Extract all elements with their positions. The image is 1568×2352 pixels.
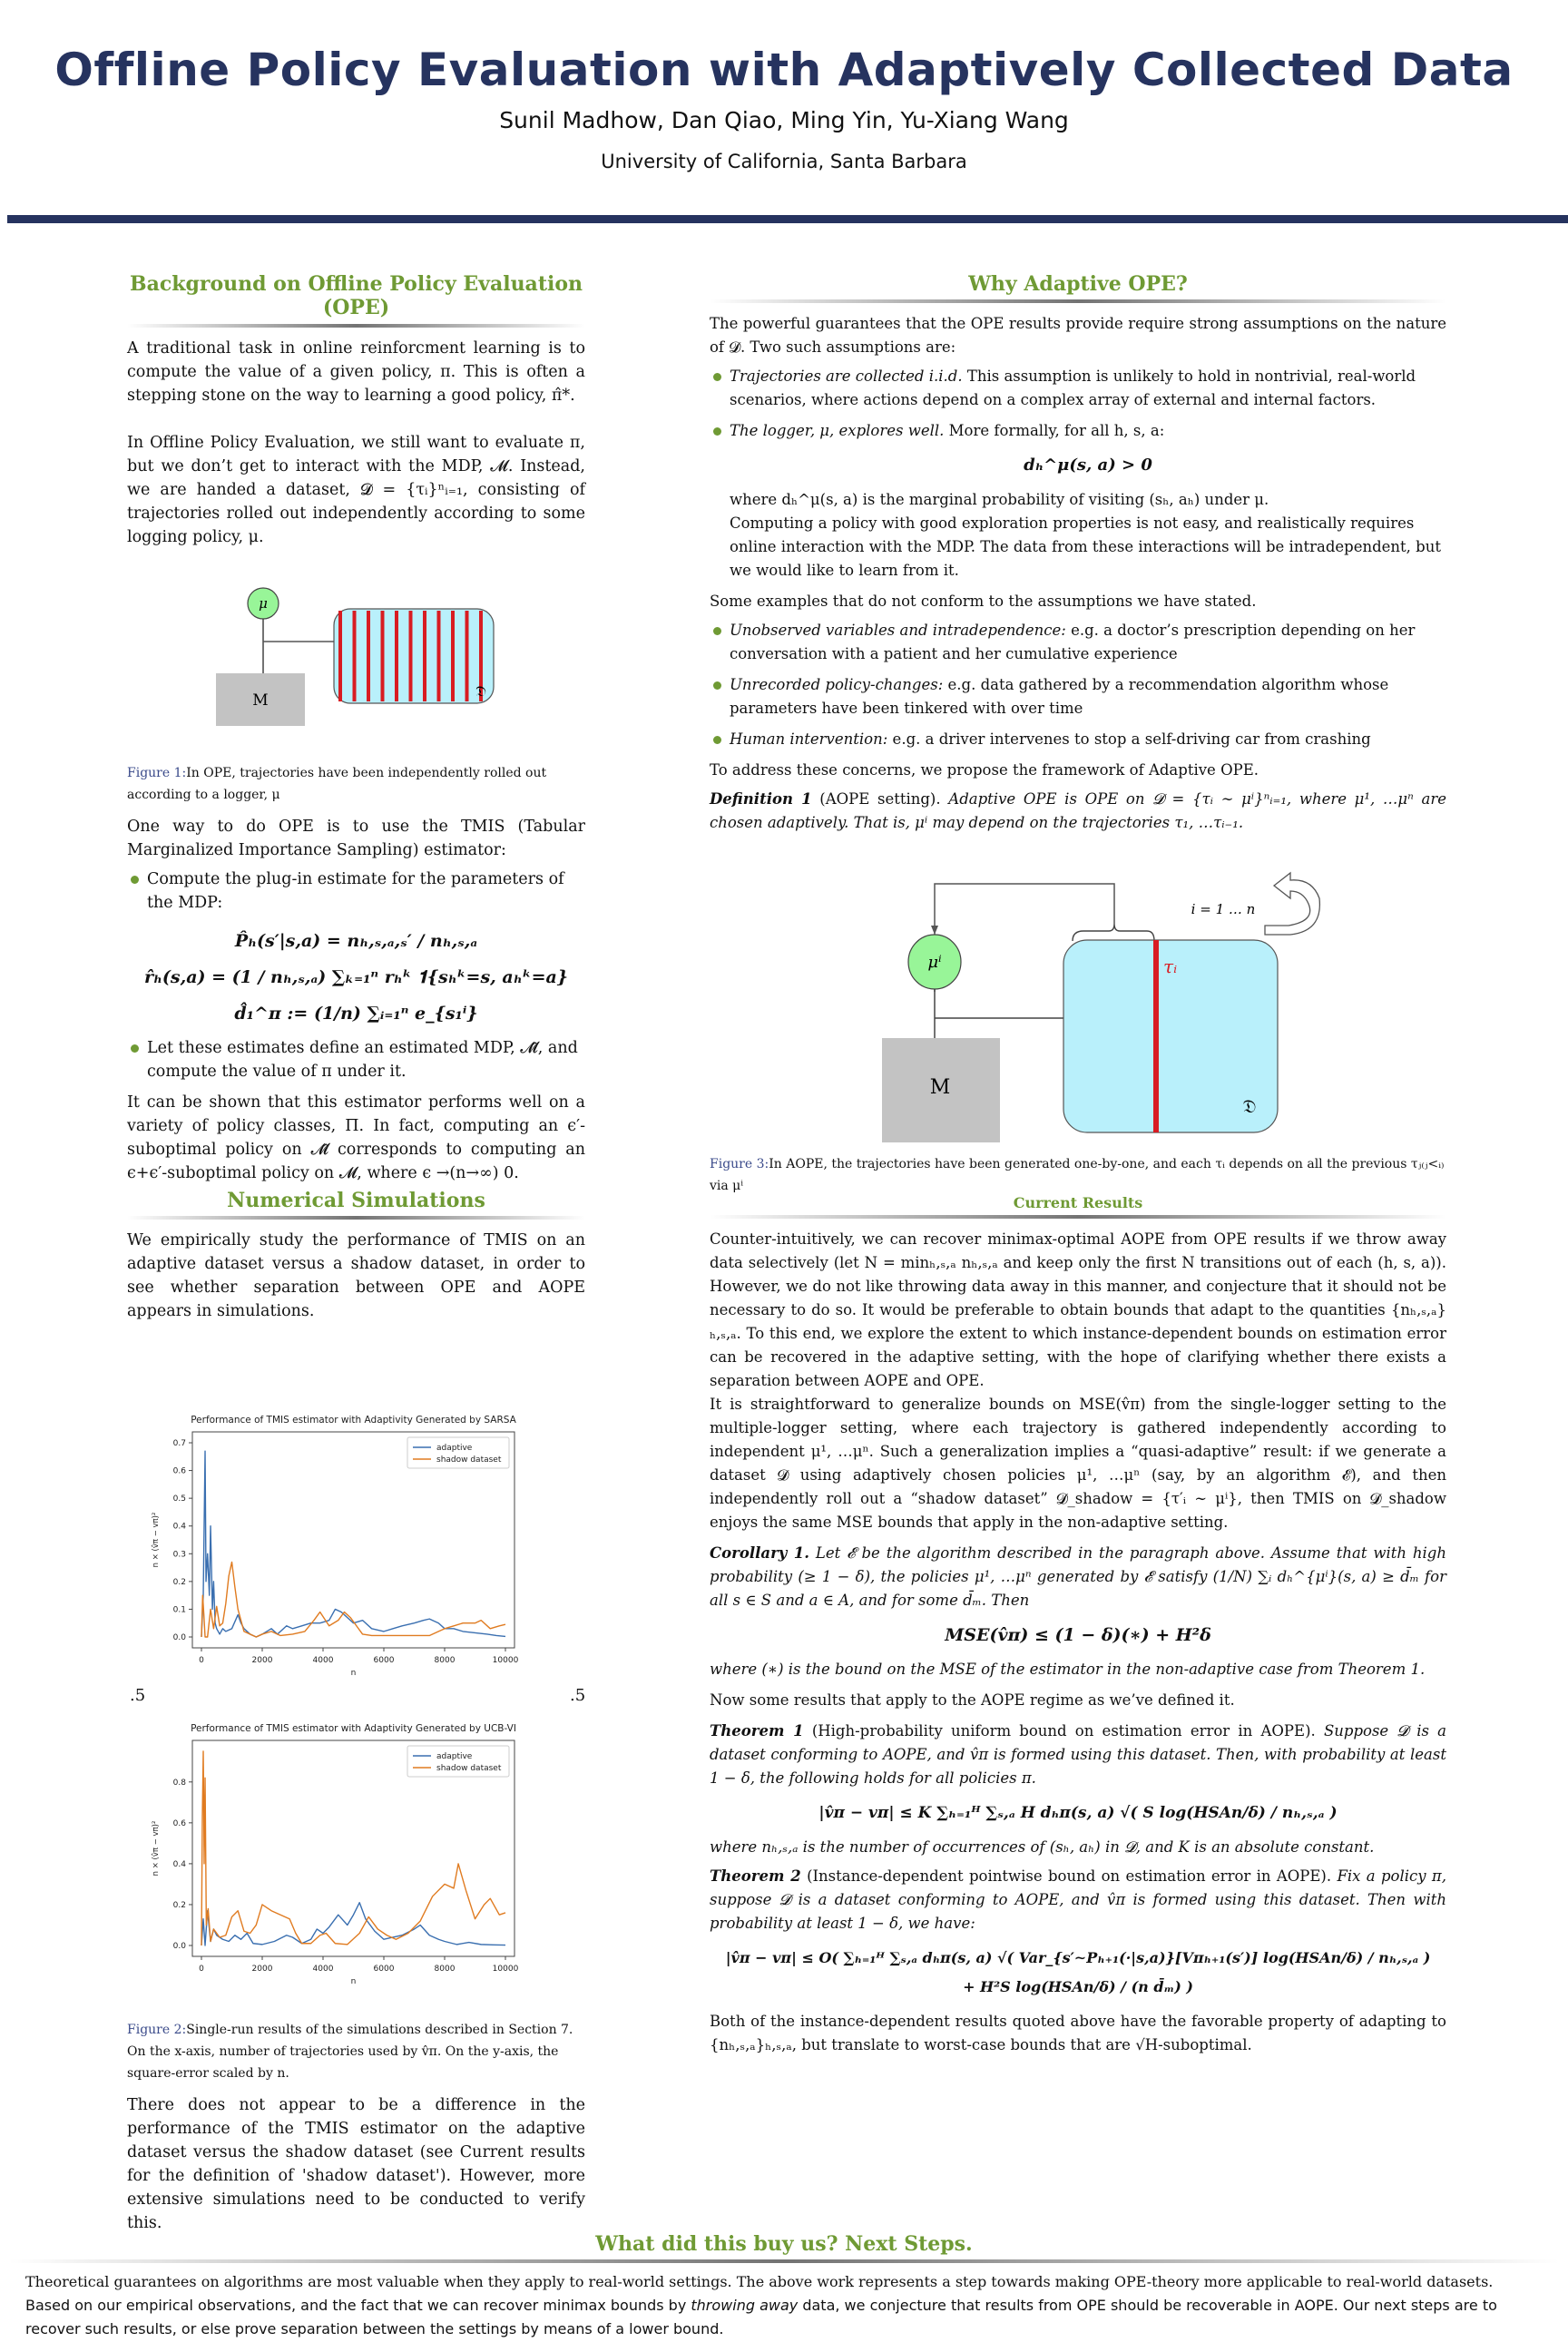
section-title-results: Current Results: [1013, 1194, 1143, 1211]
x-tick-label: 10000: [492, 1656, 519, 1665]
chart-title: Performance of TMIS estimator with Adaptivity Generated by UCB-VI: [191, 1723, 516, 1734]
x-tick-label: 6000: [373, 1656, 395, 1665]
figure-1-svg: [127, 585, 585, 753]
poster-title: Offline Policy Evaluation with Adaptively Collected Data: [54, 44, 1514, 96]
figure-1-caption: Figure 1:In OPE, trajectories have been independently rolled out according to a logger, μ: [127, 765, 547, 802]
equation-theorem-1: |v̂π − vπ| ≤ K ∑ₕ₌₁ᴴ ∑ₛ,ₐ H dₕπ(s, a) √( S log(HSAn/δ) / nₕ,ₛ,ₐ ): [818, 1804, 1338, 1823]
y-tick-label: 0.4: [172, 1522, 186, 1532]
equation-reward-estimate: r̂ₕ(s,a) = (1 / nₕ,ₛ,ₐ) ∑ₖ₌₁ⁿ rₕᵏ 𝟏{sₕᵏ=s, aₕᵏ=a}: [143, 966, 569, 987]
figure-1-ope-diagram: [127, 585, 585, 753]
why-paragraph-3: To address these concerns, we propose the framework of Adaptive OPE.: [710, 761, 1259, 779]
background-paragraph-3: One way to do OPE is to use the TMIS (Tabular Marginalized Importance Sampling) estimator:: [127, 817, 585, 859]
list-item: Compute the plug-in estimate for the parameters of the MDP:: [127, 867, 585, 915]
next-steps-section: [0, 2232, 1568, 2341]
definition-1: Definition 1 (AOPE setting). Adaptive OPE is OPE on 𝓓 = {τᵢ ∼ μⁱ}ⁿᵢ₌₁, where μ¹, …μⁿ are chosen adaptively. That is, μⁱ may depend on the trajectories τ₁, …τᵢ₋₁.: [710, 790, 1446, 832]
authors: Sunil Madhow, Dan Qiao, Ming Yin, Yu-Xiang Wang: [499, 107, 1069, 133]
loop-arrow-icon: [1265, 873, 1319, 935]
bullet-icon: [713, 427, 721, 436]
chart-ucbvi-svg: [127, 1715, 585, 2014]
x-axis-label: n: [350, 1669, 357, 1678]
results-paragraph-1: Counter-intuitively, we can recover minimax-optimal AOPE from OPE results if we throw away data selectively (let N = minₕ,ₛ,ₐ nₕ,ₛ,ₐ and keep only the first N transitions out of each (h, s, a)). However, we do not like throwing data away in this manner, and conjecture that it should not be necessary to do so. It would be preferable to obtain bounds that adapt to the quantities {nₕ,ₛ,ₐ}ₕ,ₛ,ₐ. To this end, we explore the extent to which instance-dependent bounds on estimation error can be recovered in the adaptive setting, with the hope of clarifying whether there exists a separation between AOPE and OPE.: [710, 1230, 1446, 1390]
dataset-label: 𝔇: [1242, 1095, 1257, 1118]
next-steps-paragraph-2: Based on our empirical observations, and the fact that we can recover minimax bounds by throwing away data, we conjecture that results from OPE should be recoverable in AOPE. Our next steps are to recover such results, or else prove separation between the settings by means of a lower bound.: [25, 2297, 1497, 2338]
equation-transition-estimate: P̂ₕ(s′|s,a) = nₕ,ₛ,ₐ,ₛ′ / nₕ,ₛ,ₐ: [234, 930, 478, 951]
theorem-1-after: where nₕ,ₛ,ₐ is the number of occurrences of (sₕ, aₕ) in 𝓓, and K is an absolute constant.: [710, 1838, 1375, 1857]
list-item: Trajectories are collected i.i.d. This assumption is unlikely to hold in nontrivial, real-world scenarios, where actions depend on a complex array of external and internal factors.: [710, 365, 1446, 412]
mu-label: μ: [259, 594, 268, 612]
y-tick-label: 0.2: [172, 1900, 186, 1910]
section-divider: [710, 1215, 1446, 1219]
equation-theorem-2-line-2: + H²S log(HSAn/δ) / (n d̄ₘ) ): [963, 1978, 1193, 1996]
list-item: Unrecorded policy-changes: e.g. data gathered by a recommendation algorithm whose parameters have been tinkered with over time: [710, 673, 1446, 720]
next-steps-paragraph-1: Theoretical guarantees on algorithms are most valuable when they apply to real-world settings. The above work represents a step towards making OPE-theory more applicable to real-world datasets.: [25, 2273, 1494, 2291]
x-tick-label: 8000: [434, 1965, 456, 1974]
section-divider: [127, 324, 585, 328]
why-section: [710, 272, 1446, 1197]
y-axis-label: n × (v̂π − vπ)²: [152, 1512, 161, 1568]
x-axis-label: n: [350, 1977, 357, 1986]
simulations-paragraph-2: There does not appear to be a difference in the performance of the TMIS estimator on the adaptive dataset versus the shadow dataset (see Current results for the definition of 'shadow dataset'). However, more extensive simulations need to be conducted to verify this.: [127, 2096, 585, 2232]
mu-i-label: μⁱ: [927, 953, 942, 973]
figure-3-caption: Figure 3:In AOPE, the trajectories have been generated one-by-one, and each τᵢ depends on all the previous τⱼ₍ⱼ<ᵢ₎ via μⁱ: [710, 1157, 1445, 1194]
y-tick-label: 0.1: [172, 1605, 186, 1615]
x-tick-label: 0: [199, 1656, 204, 1665]
chart-sarsa-svg: [127, 1406, 585, 1706]
exploration-explanation: where dₕ^μ(s, a) is the marginal probability of visiting (sₕ, aₕ) under μ.: [730, 491, 1269, 509]
list-item: The logger, μ, explores well. More formally, for all h, s, a: dₕ^μ(s, a) > 0 where dₕ^μ(s, a) is the marginal probability of visiting (sₕ, aₕ) under μ. Computing a policy with good exploration properties is not easy, and realistically requires online interaction with the MDP. The data from these interactions will be intradependent, but we would like to learn from it.: [710, 419, 1446, 583]
figure-3-aope-diagram: [710, 871, 1446, 1118]
x-tick-label: 4000: [312, 1656, 334, 1665]
equation-theorem-2-line-1: |v̂π − vπ| ≤ O( ∑ₕ₌₁ᴴ ∑ₛ,ₐ dₕπ(s, a) √( Var_{s′∼Pₕ₊₁(·|s,a)}[Vπₕ₊₁(s′)] log(HSAn/δ) / nₕ,ₛ,ₐ ): [725, 1949, 1431, 1967]
tmis-steps-list: [127, 867, 585, 915]
results-section: [710, 1194, 1446, 2057]
list-item: Let these estimates define an estimated MDP, 𝓜̂, and compute the value of π under it.: [127, 1036, 585, 1083]
section-title-simulations: Numerical Simulations: [227, 1188, 485, 1212]
examples-list: [710, 619, 1446, 751]
loop-label: i = 1 … n: [1191, 901, 1256, 918]
y-tick-label: 0.6: [172, 1818, 186, 1828]
x-tick-label: 2000: [251, 1965, 273, 1974]
figure-2-caption: Figure 2:Single-run results of the simulations described in Section 7. On the x-axis, number of trajectories used by v̂π. On the y-axis, the square-error scaled by n.: [127, 2023, 573, 2081]
simulations-paragraph-1: We empirically study the performance of TMIS on an adaptive dataset versus a shadow dataset, in order to see whether separation between OPE and AOPE appears in simulations.: [127, 1231, 585, 1321]
header-divider: [7, 215, 1568, 223]
simulations-section: [127, 1189, 585, 1323]
corollary-1: Corollary 1. Let 𝓔 be the algorithm described in the paragraph above. Assume that with high probability (≥ 1 − δ), the policies μ¹, …μⁿ generated by 𝓔 satisfy (1/N) ∑ᵢ dₕ^{μⁱ}(s, a) ≥ d̄ₘ for all s ∈ S and a ∈ A, and for some d̄ₘ. Then: [710, 1544, 1446, 1610]
theorem-2: Theorem 2 (Instance-dependent pointwise bound on estimation error in AOPE). Fix a policy π, suppose 𝓓 is a dataset conforming to AOPE, and v̂π is formed using this dataset. Then with probability at least 1 − δ, we have:: [710, 1867, 1446, 1933]
tau-label: τᵢ: [1163, 956, 1178, 978]
equation-exploration: dₕ^μ(s, a) > 0: [1024, 456, 1152, 475]
mdp-label: M: [252, 691, 269, 710]
bullet-icon: [131, 1044, 139, 1053]
y-tick-label: 0.7: [172, 1439, 186, 1448]
y-tick-label: 0.5: [172, 1494, 186, 1504]
legend-label: shadow dataset: [436, 1764, 502, 1773]
background-section: [127, 272, 585, 1185]
exploration-explanation-2: Computing a policy with good exploration properties is not easy, and realistically requires online interaction with the MDP. The data from these interactions will be intradependent, but we would like to learn from it.: [730, 514, 1441, 580]
assumptions-list: [710, 365, 1446, 583]
side-mark-right: .5: [570, 1686, 586, 1705]
corollary-after: where (∗) is the bound on the MSE of the estimator in the non-adaptive case from Theorem 1.: [710, 1661, 1426, 1679]
results-paragraph-2: It is straightforward to generalize bounds on MSE(v̂π) from the single-logger setting to the multiple-logger setting, where each trajectory is gathered independently according to independent μ¹, …μⁿ. Such a generalization implies a “quasi-adaptive” result: if we generate a dataset 𝓓 using adaptively chosen policies μ¹, …μⁿ (say, by an algorithm 𝓔), and then independently roll out a “shadow dataset” 𝓓_shadow = {τ′ᵢ ∼ μⁱ}, then TMIS on 𝓓_shadow enjoys the same MSE bounds that apply in the non-adaptive setting.: [710, 1396, 1446, 1532]
y-tick-label: 0.0: [172, 1633, 186, 1642]
list-item: Unobserved variables and intradependence: e.g. a doctor’s prescription depending on her conversation with a patient and her cumulative experience: [710, 619, 1446, 666]
bullet-icon: [713, 681, 721, 690]
x-tick-label: 2000: [251, 1656, 273, 1665]
bullet-icon: [713, 627, 721, 635]
y-tick-label: 0.6: [172, 1466, 186, 1476]
arrow-head-icon: [931, 926, 938, 935]
right-column: [710, 272, 1446, 1197]
equation-corollary: MSE(v̂π) ≤ (1 − δ)(∗) + H²δ: [945, 1625, 1211, 1646]
section-title-why: Why Adaptive OPE?: [968, 272, 1188, 296]
legend-label: adaptive: [436, 1752, 473, 1761]
bullet-icon: [131, 876, 139, 884]
legend-label: adaptive: [436, 1444, 473, 1453]
x-tick-label: 4000: [312, 1965, 334, 1974]
affiliation: University of California, Santa Barbara: [601, 151, 967, 172]
x-tick-label: 0: [199, 1965, 204, 1974]
bullet-icon: [713, 373, 721, 381]
mdp-label: M: [929, 1076, 951, 1100]
legend-label: shadow dataset: [436, 1455, 502, 1465]
dataset-label: 𝔇: [475, 681, 486, 700]
section-divider: [710, 299, 1446, 303]
equation-initial-distribution: d̂₁^π := (1/n) ∑ᵢ₌₁ⁿ e_{s₁ⁱ}: [234, 1003, 478, 1024]
chart-sarsa: [127, 1406, 585, 1706]
results-paragraph-3: Now some results that apply to the AOPE regime as we’ve defined it.: [710, 1691, 1235, 1710]
why-paragraph-2: Some examples that do not conform to the assumptions we have stated.: [710, 593, 1257, 611]
left-column: [127, 272, 585, 1323]
background-paragraph-1: A traditional task in online reinforcment learning is to compute the value of a given policy, π. This is often a stepping stone on the way to learning a good policy, π̂*.: [127, 338, 585, 405]
figure-3-svg: [710, 871, 1446, 1118]
chart-title: Performance of TMIS estimator with Adaptivity Generated by SARSA: [191, 1415, 516, 1426]
tmis-equations: [127, 927, 585, 1027]
x-tick-label: 10000: [492, 1965, 519, 1974]
section-divider: [9, 2259, 1559, 2263]
section-title-next-steps: What did this buy us? Next Steps.: [595, 2232, 973, 2256]
bullet-icon: [713, 736, 721, 744]
x-tick-label: 8000: [434, 1656, 456, 1665]
side-mark-left: .5: [130, 1686, 146, 1705]
x-tick-label: 6000: [373, 1965, 395, 1974]
brace-icon: [1073, 924, 1154, 941]
y-tick-label: 0.3: [172, 1550, 186, 1560]
y-tick-label: 0.8: [172, 1778, 186, 1788]
section-divider: [127, 1216, 585, 1220]
background-paragraph-2: In Offline Policy Evaluation, we still want to evaluate π, but we don’t get to interact with the MDP, 𝓜. Instead, we are handed a dataset, 𝓓 = {τᵢ}ⁿᵢ₌₁, consisting of trajectories rolled out independently according to some logging policy, μ.: [127, 433, 585, 546]
theorem-1: Theorem 1 (High-probability uniform bound on estimation error in AOPE). Suppose 𝓓 is a dataset conforming to AOPE, and v̂π is formed using this dataset. Then, with probability at least 1 − δ, the following holds for all policies π.: [710, 1722, 1447, 1788]
y-tick-label: 0.0: [172, 1942, 186, 1951]
dataset-box: [334, 609, 494, 703]
why-paragraph-1: The powerful guarantees that the OPE results provide require strong assumptions on the nature of 𝓓. Two such assumptions are:: [710, 315, 1446, 357]
simulations-after: [127, 2019, 585, 2235]
y-tick-label: 0.4: [172, 1859, 186, 1869]
list-item: Human intervention: e.g. a driver intervenes to stop a self-driving car from crashing: [710, 728, 1446, 751]
background-paragraph-4: It can be shown that this estimator performs well on a variety of policy classes, Π. In fact, computing an ϵ′-suboptimal policy on 𝓜̂ corresponds to computing an ϵ+ϵ′-suboptimal policy on 𝓜, where ϵ →(n→∞) 0.: [127, 1093, 585, 1182]
y-tick-label: 0.2: [172, 1577, 186, 1587]
results-paragraph-4: Both of the instance-dependent results quoted above have the favorable property of adapting to {nₕ,ₛ,ₐ}ₕ,ₛ,ₐ, but translate to worst-case bounds that are √H-suboptimal.: [710, 2013, 1446, 2054]
chart-ucbvi: [127, 1715, 585, 2014]
poster-header: [0, 0, 1568, 218]
y-axis-label: n × (v̂π − vπ)²: [152, 1820, 161, 1877]
section-title-background: Background on Offline Policy Evaluation (OPE): [129, 272, 583, 320]
